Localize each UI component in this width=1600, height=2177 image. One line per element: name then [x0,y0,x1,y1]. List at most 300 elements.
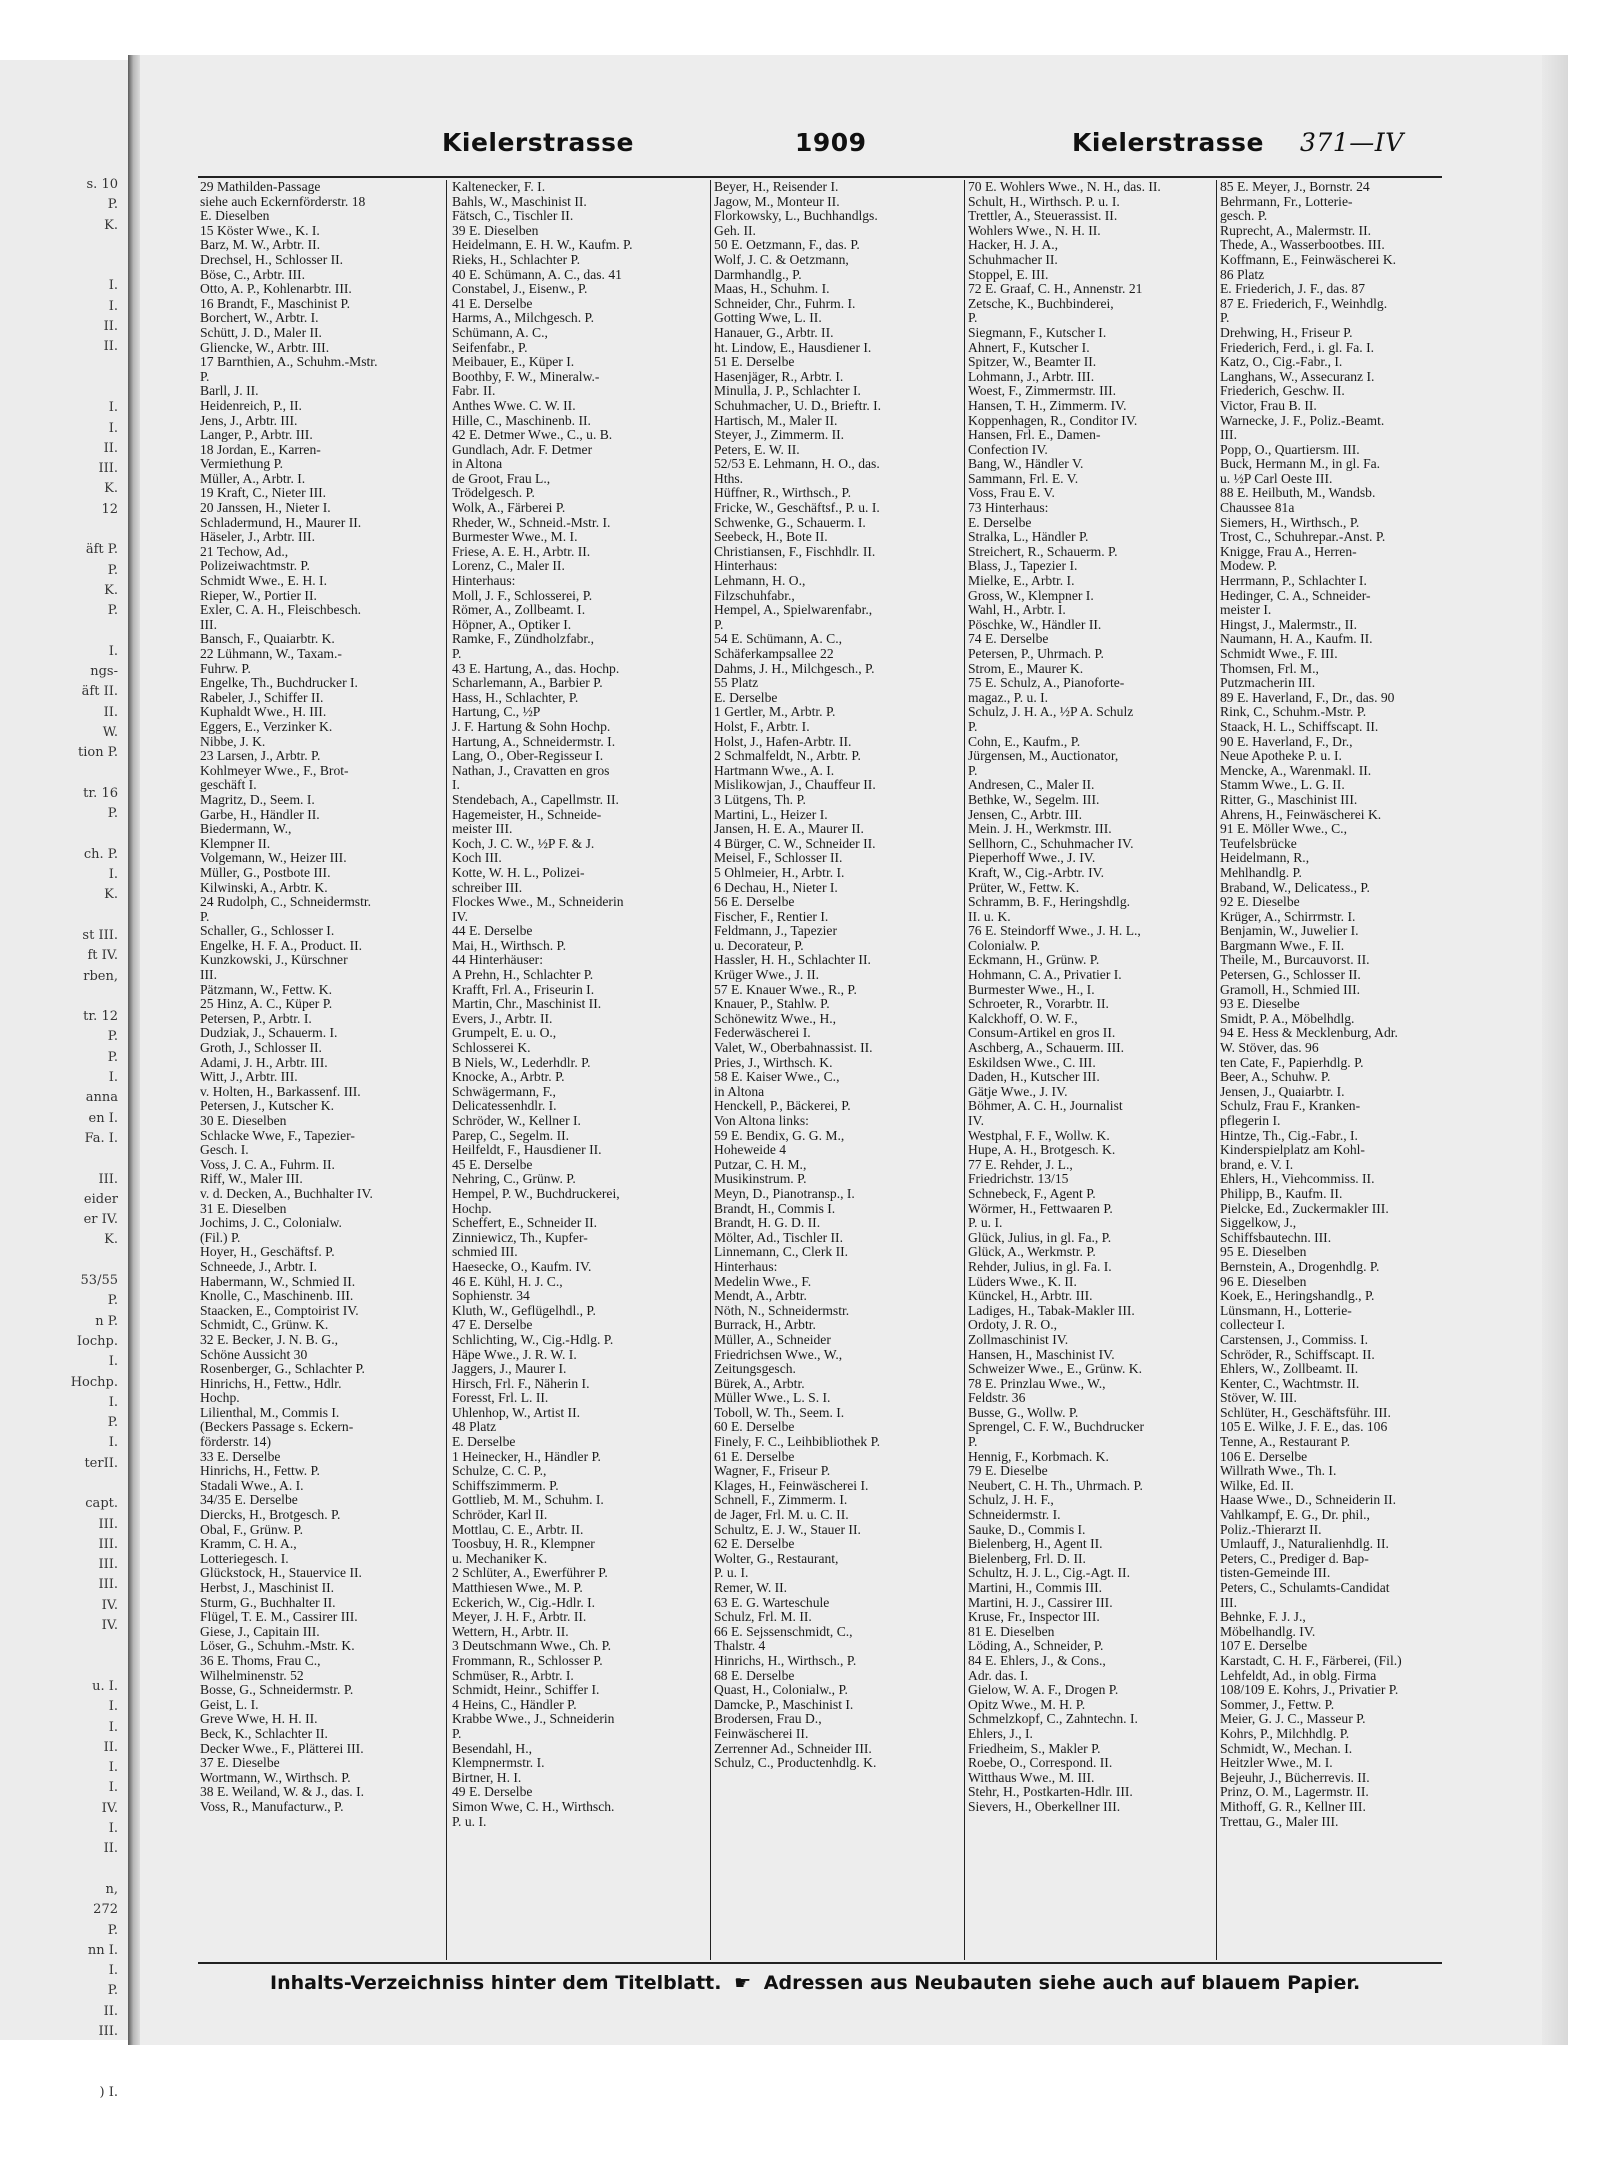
directory-entry: Zeitungsgesch. [714,1361,796,1377]
left-page-line: st III. [82,927,118,943]
directory-entry: 49 E. Derselbe [452,1784,533,1800]
directory-entry: schreiber III. [452,879,523,895]
directory-entry: 93 E. Dieselbe [1220,996,1300,1012]
directory-entry: II. u. K. [968,908,1011,924]
directory-entry: Filzschuhfabr., [714,587,795,603]
directory-entry: Braband, W., Delicatess., P. [1220,879,1370,895]
directory-entry: Putzmacherin III. [1220,675,1316,691]
directory-entry: Friederich, Geschw. II. [1220,383,1345,399]
directory-entry: Brandt, H. G. D. II. [714,1215,821,1231]
directory-entry: IV. [452,908,468,924]
directory-entry: Jaggers, J., Maurer I. [452,1361,567,1377]
directory-entry: Ehlers, H., Viehcommiss. II. [1220,1171,1375,1187]
directory-entry: Hirsch, Frl. F., Näherin I. [452,1375,590,1391]
directory-entry: Schlosserei K. [452,1040,531,1056]
left-page-line: W. [102,725,118,741]
directory-entry: Schulz, Frl. M. II. [714,1609,812,1625]
directory-entry: (Beckers Passage s. Eckern- [200,1419,354,1435]
directory-entry: Schultz, H. J. L., Cig.-Agt. II. [968,1565,1130,1581]
directory-entry: schmied III. [452,1244,518,1260]
directory-entry: Wohlers Wwe., N. H. II. [968,222,1101,238]
directory-entry: Eggers, E., Verzinker K. [200,718,333,734]
directory-entry: E. Derselbe [452,1434,516,1450]
directory-entry: Schröder, W., Kellner I. [452,1113,581,1128]
directory-entry: Pries, J., Wirthsch. K. [714,1054,833,1070]
footer-index-note: Inhalts-Verzeichniss hinter dem Titelblatt. [270,1972,722,1994]
directory-entry: Martini, H. J., Cassirer III. [968,1594,1113,1610]
directory-entry: Hacker, H. J. A., [968,237,1059,253]
left-page-line: II. [103,1841,118,1857]
directory-entry: 90 E. Haverland, F., Dr., [1220,733,1353,749]
directory-entry: u. Decorateur, P. [714,937,804,953]
directory-entry: Hinrichs, H., Fettw., Hdlr. [200,1375,342,1391]
left-page-line: u. I. [92,1678,118,1694]
left-page-line [8,1149,118,1169]
directory-entry: Krabbe Wwe., J., Schneiderin [452,1711,615,1727]
directory-entry: Burrack, H., Arbtr. [714,1317,816,1333]
directory-entry: Knigge, Frau A., Herren- [1220,543,1357,559]
directory-entry: Karstadt, C. H. F., Färberei, (Fil.) [1220,1652,1402,1668]
directory-entry: Confection IV. [968,441,1048,457]
directory-entry: Schöne Aussicht 30 [200,1346,308,1362]
directory-entry: Nathan, J., Cravatten en gros [452,762,610,778]
directory-entry: Ordoty, J. R. O., [968,1317,1057,1333]
directory-entry: Mencke, A., Warenmakl. II. [1220,762,1372,778]
left-page-line: Fa. I. [84,1130,118,1146]
left-page-line: s. 10 [86,177,118,192]
directory-entry: 46 E. Kühl, H. J. C., [452,1273,563,1289]
directory-entry: 52/53 E. Lehmann, H. O., das. [714,456,880,472]
directory-entry: Knauer, P., Stahlw. P. [714,996,830,1012]
directory-entry: Grumpelt, E. u. O., [452,1025,557,1041]
left-page-line: IV. [101,1800,118,1816]
directory-entry: 107 E. Derselbe [1220,1638,1308,1654]
directory-entry: Friedheim, S., Makler P. [968,1740,1101,1756]
directory-entry: Burmester Wwe., H., I. [968,981,1095,997]
directory-entry: Hoyer, H., Geschäftsf. P. [200,1244,335,1260]
directory-entry: Hartmann Wwe., A. I. [714,762,835,778]
directory-entry: Schweizer Wwe., E., Grünw. K. [968,1361,1143,1377]
directory-entry: E. Friederich, J. F., das. 87 [1220,281,1366,297]
directory-entry: Müller, A., Schneider [714,1331,831,1347]
directory-entry: Kuphaldt Wwe., H. III. [200,704,327,720]
directory-entry: 1 Heinecker, H., Händler P. [452,1448,601,1464]
directory-entry: Willrath Wwe., Th. I. [1220,1463,1337,1479]
directory-entry: Friederich, Ferd., i. gl. Fa. I. [1220,339,1375,355]
directory-entry: Eskildsen Wwe., C. III. [968,1054,1096,1070]
directory-entry: ht. Lindow, E., Hausdiener I. [714,339,872,355]
directory-entry: u. Mechaniker K. [452,1550,548,1566]
directory-entry: Greve Wwe, H. H. II. [200,1711,318,1727]
directory-entry: Pätzmann, W., Fettw. K. [200,981,333,997]
left-page-line: tion P. [78,745,118,761]
directory-entry: Pöschke, W., Händler II. [968,616,1102,632]
directory-entry: Friese, A. E. H., Arbtr. II. [452,543,591,559]
directory-entry: Löding, A., Schneider, P. [968,1638,1104,1654]
directory-entry: Beyer, H., Reisender I. [714,179,839,194]
directory-entry: Wolf, J. C. & Oetzmann, [714,251,849,267]
directory-entry: 29 Mathilden-Passage [200,179,321,194]
directory-entry: 4 Bürger, C. W., Schneider II. [714,835,876,851]
directory-entry: III. [1220,1594,1237,1610]
left-page-line [8,256,118,276]
directory-entry: Medelin Wwe., F. [714,1273,812,1289]
directory-entry: Volgemann, W., Heizer III. [200,850,347,866]
left-page-line: I. [108,867,118,883]
directory-entry: Gielow, W. A. F., Drogen P. [968,1682,1119,1698]
directory-entry: Riff, W., Maler III. [200,1171,303,1187]
directory-entry: Engelke, Th., Buchdrucker I. [200,675,358,691]
directory-entry: 59 E. Bendix, G. G. M., [714,1127,845,1143]
directory-entry: Bejeuhr, J., Bücherrevis. II. [1220,1769,1370,1785]
directory-entry: Obal, F., Grünw. P. [200,1521,304,1537]
directory-entry: 42 E. Detmer Wwe., C., u. B. [452,427,613,443]
directory-entry: Polizeiwachtmstr. P. [200,558,310,574]
left-page-line: IV. [101,1597,118,1613]
left-page-line: ft IV. [87,948,118,964]
directory-entry: Maas, H., Schuhm. I. [714,281,830,297]
directory-entry: Hths. [714,470,744,486]
directory-entry: Schröder, Karl II. [452,1507,548,1523]
directory-entry: Habermann, W., Schmied II. [200,1273,356,1289]
directory-entry: Schneider, Chr., Fuhrm. I. [714,295,856,311]
directory-entry: Hinterhaus: [714,1258,778,1274]
left-page-line: 53/55 [80,1273,118,1289]
directory-entry: Meisel, F., Schlosser II. [714,850,843,866]
directory-entry: Häseler, J., Arbtr. III. [200,529,315,545]
directory-entry: Meibauer, E., Küper I. [452,354,575,370]
directory-entry: Sauke, D., Commis I. [968,1521,1086,1537]
directory-entry: Chaussee 81a [1220,500,1295,516]
directory-entry: 48 Platz [452,1419,497,1435]
directory-entry: Schult, H., Wirthsch. P. u. I. [968,193,1120,209]
directory-entry: Uhlenhop, W., Artist II. [452,1404,581,1420]
directory-entry: Colonialw. P. [968,937,1041,953]
directory-entry: Groth, J., Schlosser II. [200,1040,322,1056]
directory-entry: 63 E. G. Warteschule [714,1594,830,1610]
directory-entry: Blass, J., Tapezier I. [968,558,1078,574]
directory-entry: 18 Jordan, E., Karren- [200,441,321,457]
directory-entry: Gundlach, Adr. F. Detmer [452,441,593,457]
directory-entry: Ramke, F., Zündholzfabr., [452,631,594,647]
directory-entry: Giese, J., Capitain III. [200,1623,320,1639]
left-page-line: K. [104,217,118,233]
directory-entry: Petersen, G., Schlosser II. [1220,967,1361,983]
left-page-line: tr. 12 [83,1009,118,1025]
left-page-line: III. [98,2024,118,2040]
directory-entry: Thede, A., Wasserbootbes. III. [1220,237,1385,253]
directory-entry: Petersen, P., Uhrmach. P. [968,646,1104,661]
directory-entry: Hansen, H., Maschinist IV. [968,1346,1115,1362]
left-page-line: er IV. [83,1212,118,1228]
directory-entry: Heitzler Wwe., M. I. [1220,1755,1333,1771]
left-page-line: ch. P. [83,846,118,862]
directory-entry: Jürgensen, M., Auctionator, [968,748,1119,764]
directory-entry: Müller Wwe., L. S. I. [714,1390,831,1406]
directory-entry: P. [452,1725,462,1741]
directory-entry: Kaltenecker, F. I. [452,179,546,194]
directory-entry: 85 E. Meyer, J., Bornstr. 24 [1220,179,1370,194]
left-page-line [8,1474,118,1494]
directory-entry: Kramm, C. H. A., [200,1536,297,1552]
directory-entry: Schramm, B. F., Heringshdlg. [968,894,1131,910]
directory-entry: Drehwing, H., Friseur P. [1220,324,1353,340]
directory-entry: Martin, Chr., Maschinist II. [452,996,602,1012]
left-page-line: anna [85,1090,118,1106]
directory-entry: 44 E. Derselbe [452,923,533,939]
directory-entry: Staack, H. L., Schiffscapt. II. [1220,718,1379,734]
directory-entry: 78 E. Prinzlau Wwe., W., [968,1375,1106,1391]
directory-entry: Schultz, E. J. W., Stauer II. [714,1521,861,1537]
directory-entry: E. Derselbe [968,514,1032,530]
directory-entry: geschäft I. [200,777,257,793]
directory-entry: 56 E. Derselbe [714,894,795,910]
directory-entry: Streichert, R., Schauerm. P. [968,543,1118,559]
left-page-line: I. [108,420,118,436]
directory-entry: Popp, O., Quartiersm. III. [1220,441,1360,457]
directory-entry: Schlüter, H., Geschäftsführ. III. [1220,1404,1391,1420]
directory-entry: 55 Platz [714,675,759,691]
directory-entry: Sellhorn, C., Schuhmacher IV. [968,835,1134,851]
left-page-line: I. [108,1780,118,1796]
header-rule [198,176,1442,178]
directory-entry: Schmelzkopf, C., Zahntechn. I. [968,1711,1138,1727]
directory-entry: 19 Kraft, C., Nieter III. [200,485,327,501]
directory-entry: Engelke, H. F. A., Product. II. [200,937,363,953]
directory-entry: Jagow, M., Monteur II. [714,193,840,209]
directory-entry: Mehlhandlg. P. [1220,864,1302,880]
column-rule-1 [446,180,447,1960]
directory-entry: magaz., P. u. I. [968,689,1049,705]
directory-entry: 62 E. Derselbe [714,1536,795,1552]
directory-entry: Flockes Wwe., M., Schneiderin [452,894,624,910]
directory-entry: Consum-Artikel en gros II. [968,1025,1116,1041]
directory-entry: P. [1220,310,1230,326]
directory-entry: Trödelgesch. P. [452,485,535,501]
left-page-line: Hochp. [70,1374,118,1390]
directory-entry: III. [200,967,217,983]
directory-entry: Hartung, A., Schneidermstr. I. [452,733,616,749]
directory-entry: 39 E. Dieselben [452,222,539,238]
directory-entry: Busse, G., Wollw. P. [968,1404,1079,1420]
directory-entry: Linnemann, C., Clerk II. [714,1244,849,1260]
directory-entry: Rosenberger, G., Schlachter P. [200,1361,365,1377]
directory-entry: 21 Techow, Ad., [200,543,289,559]
directory-entry: 91 E. Möller Wwe., C., [1220,821,1347,837]
left-page-line: I. [108,278,118,294]
directory-entry: Stehr, H., Postkarten-Hdlr. III. [968,1784,1133,1800]
directory-entry: meister I. [1220,602,1272,618]
directory-entry: Scheffert, E., Schneider II. [452,1215,598,1231]
directory-entry: Staacken, E., Comptoirist IV. [200,1302,359,1318]
directory-entry: Lang, O., Ober-Regisseur I. [452,748,604,764]
directory-entry: Simon Wwe, C. H., Wirthsch. [452,1798,615,1814]
directory-entry: Victor, Frau B. II. [1220,397,1317,413]
directory-entry: Schneidermstr. I. [968,1507,1061,1523]
directory-entry: Pieperhoff Wwe., J. IV. [968,850,1096,866]
directory-entry: Schroeter, R., Vorarbtr. II. [968,996,1109,1012]
directory-entry: Häpe Wwe., J. R. W. I. [452,1346,577,1362]
left-page-line: K. [104,1232,118,1248]
left-page-line: P. [107,1983,118,1999]
directory-entry: Meyer, J. H. F., Arbtr. II. [452,1609,587,1625]
directory-entry: Böhmer, A. C. H., Journalist [968,1098,1123,1114]
directory-entry: 41 E. Derselbe [452,295,533,311]
left-page-line: II. [103,2003,118,2019]
directory-entry: 17 Barnthien, A., Schuhm.-Mstr. [200,354,378,370]
directory-entry: Carstensen, J., Commiss. I. [1220,1331,1369,1347]
directory-entry: Friedrichsen Wwe., W., [714,1346,843,1362]
directory-entry: Wagner, F., Friseur P. [714,1463,831,1479]
directory-entry: Sommer, J., Fettw. P. [1220,1696,1335,1712]
column-rule-4 [1216,180,1217,1960]
directory-entry: Jensen, J., Quaiarbtr. I. [1220,1083,1345,1099]
directory-entry: Stoppel, E. III. [968,266,1049,282]
left-page-line: III. [98,1171,118,1187]
directory-entry: 60 E. Derselbe [714,1419,795,1435]
directory-entry: Schiffsbautechn. III. [1220,1229,1332,1245]
directory-column-3 [714,180,962,1980]
directory-entry: 45 E. Derselbe [452,1156,533,1172]
directory-entry: Koch III. [452,850,502,866]
directory-entry: Finely, F. C., Leihbibliothek P. [714,1434,881,1450]
directory-entry: P. [968,310,978,326]
directory-entry: Poliz.-Thierarzt II. [1220,1521,1322,1537]
directory-entry: Bang, W., Händler V. [968,456,1084,472]
directory-entry: Delicatessenhdlr. I. [452,1098,557,1114]
directory-entry: Ehlers, W., Zollbeamt. II. [1220,1361,1359,1377]
directory-entry: Lehfeldt, Ad., in oblg. Firma [1220,1667,1377,1683]
directory-entry: Hansen, Frl. E., Damen- [968,427,1101,443]
directory-entry: Wolk, A., Färberei P. [452,500,566,516]
directory-entry: Adami, J. H., Arbtr. III. [200,1054,328,1070]
directory-entry: Vahlkampf, E. G., Dr. phil., [1220,1507,1370,1523]
left-page-line [8,520,118,540]
directory-entry: Langer, P., Arbtr. III. [200,427,313,443]
left-page-line [8,2063,118,2083]
directory-entry: IV. [968,1113,984,1128]
directory-entry: Stendebach, A., Capellmstr. II. [452,791,619,807]
directory-entry: Heidelmann, R., [1220,850,1310,866]
directory-entry: Mai, H., Wirthsch. P. [452,937,566,953]
directory-entry: Hupe, A. H., Brotgesch. K. [968,1142,1116,1158]
left-page-line: III. [98,1557,118,1573]
directory-entry: Aschberg, A., Schauerm. III. [968,1040,1125,1056]
street-header-left: Kielerstrasse [442,128,634,157]
directory-entry: III. [1220,427,1237,443]
directory-entry: 79 E. Dieselbe [968,1463,1048,1479]
directory-entry: Florkowsky, L., Buchhandlgs. [714,208,878,224]
directory-entry: Haase Wwe., D., Schneiderin II. [1220,1492,1397,1508]
directory-entry: Katz, O., Cig.-Fabr., I. [1220,354,1343,370]
directory-entry: Ritter, G., Maschinist III. [1220,791,1358,807]
directory-entry: 74 E. Derselbe [968,631,1049,647]
directory-entry: Bürek, A., Arbtr. [714,1375,805,1391]
directory-entry: Kohrs, P., Milchhdlg. P. [1220,1725,1350,1741]
directory-entry: Valet, W., Oberbahnassist. II. [714,1040,873,1056]
directory-entry: Schulz, J. H. F., [968,1492,1054,1508]
directory-entry: 24 Rudolph, C., Schneidermstr. [200,894,372,910]
directory-entry: 38 E. Weiland, W. & J., das. I. [200,1784,365,1800]
directory-entry: pflegerin I. [1220,1113,1281,1128]
left-page-line [8,236,118,256]
directory-entry: Thomsen, Frl. M., [1220,660,1319,676]
directory-entry: Schmidt, W., Mechan. I. [1220,1740,1353,1756]
directory-entry: Gliencke, W., Arbtr. III. [200,339,330,355]
directory-entry: Friedrichstr. 13/15 [968,1171,1069,1187]
directory-entry: 25 Hinz, A. C., Küper P. [200,996,333,1012]
directory-entry: Peters, C., Prediger d. Bap- [1220,1550,1369,1566]
directory-entry: 22 Lühmann, W., Taxam.- [200,646,342,661]
directory-entry: Wilhelminenstr. 52 [200,1667,304,1683]
directory-entry: Hartisch, M., Maler II. [714,412,838,428]
directory-entry: Martini, H., Commis III. [968,1580,1103,1595]
directory-entry: Benjamin, W., Juwelier I. [1220,923,1359,939]
directory-entry: Schladermund, H., Maurer II. [200,514,362,530]
directory-entry: 37 E. Dieselbe [200,1755,280,1771]
left-page-line: I. [108,1719,118,1735]
directory-entry: Müller, A., Arbtr. I. [200,470,306,486]
directory-entry: Schulze, C. C. P., [452,1463,547,1479]
directory-entry: Hinrichs, H., Wirthsch., P. [714,1652,857,1668]
directory-entry: Wilke, Ed. II. [1220,1477,1294,1493]
directory-entry: Flügel, T. E. M., Cassirer III. [200,1609,358,1625]
directory-entry: Schneede, J., Arbtr. I. [200,1258,318,1274]
directory-entry: Kalckhoff, O. W. F., [968,1010,1078,1026]
left-page-line [8,622,118,642]
directory-entry: Klempnermstr. I. [452,1755,545,1771]
directory-entry: P. [968,762,978,778]
directory-entry: Teufelsbrücke [1220,835,1297,851]
directory-entry: Martini, L., Heizer I. [714,806,828,822]
directory-entry: Exler, C. A. H., Fleischbesch. [200,602,362,618]
directory-entry: Hinrichs, H., Fettw. P. [200,1463,320,1479]
directory-entry: Meyn, D., Pianotransp., I. [714,1185,855,1201]
directory-entry: Wahl, H., Arbtr. I. [968,602,1066,618]
directory-entry: Remer, W. II. [714,1580,788,1595]
directory-entry: Barll, J. II. [200,383,259,399]
left-page-line [8,1251,118,1271]
directory-entry: Gesch. I. [200,1142,249,1158]
directory-entry: Gotting Wwe, L. II. [714,310,822,326]
directory-entry: 5 Ohlmeier, H., Arbtr. I. [714,864,845,880]
footer-notice [270,1972,1450,1994]
directory-entry: Buck, Hermann M., in gl. Fa. [1220,456,1381,472]
directory-entry: Kilwinski, A., Arbtr. K. [200,879,328,895]
directory-entry: Schäferkampsallee 22 [714,646,834,661]
directory-entry: Mielke, E., Arbtr. I. [968,573,1075,589]
directory-entry: Krüger Wwe., J. II. [714,967,820,983]
directory-entry: Brandt, H., Commis I. [714,1200,836,1216]
left-page-line [8,1636,118,1656]
directory-entry: 76 E. Steindorff Wwe., J. H. L., [968,923,1141,939]
directory-entry: Trost, C., Schuhrepar.-Anst. P. [1220,529,1386,545]
directory-entry: Koch, J. C. W., ½P F. & J. [452,835,595,851]
directory-entry: Kluth, W., Geflügelhdl., P. [452,1302,596,1318]
directory-entry: Schnell, F., Zimmerm. I. [714,1492,848,1508]
directory-entry: Hanauer, G., Arbtr. II. [714,324,834,340]
directory-entry: Birtner, H. I. [452,1769,522,1785]
directory-entry: Neubert, C. H. Th., Uhrmach. P. [968,1477,1143,1493]
left-page-line: 12 [101,501,118,517]
directory-entry: (Fil.) P. [200,1229,241,1245]
directory-entry: Hüffner, R., Wirthsch., P. [714,485,851,501]
directory-entry: Kohlmeyer Wwe., F., Brot- [200,762,349,778]
left-page-line: II. [103,1739,118,1755]
left-page-line: P. [107,806,118,822]
directory-entry: Philipp, B., Kaufm. II. [1220,1185,1343,1201]
directory-entry: Jochims, J. C., Colonialw. [200,1215,342,1231]
